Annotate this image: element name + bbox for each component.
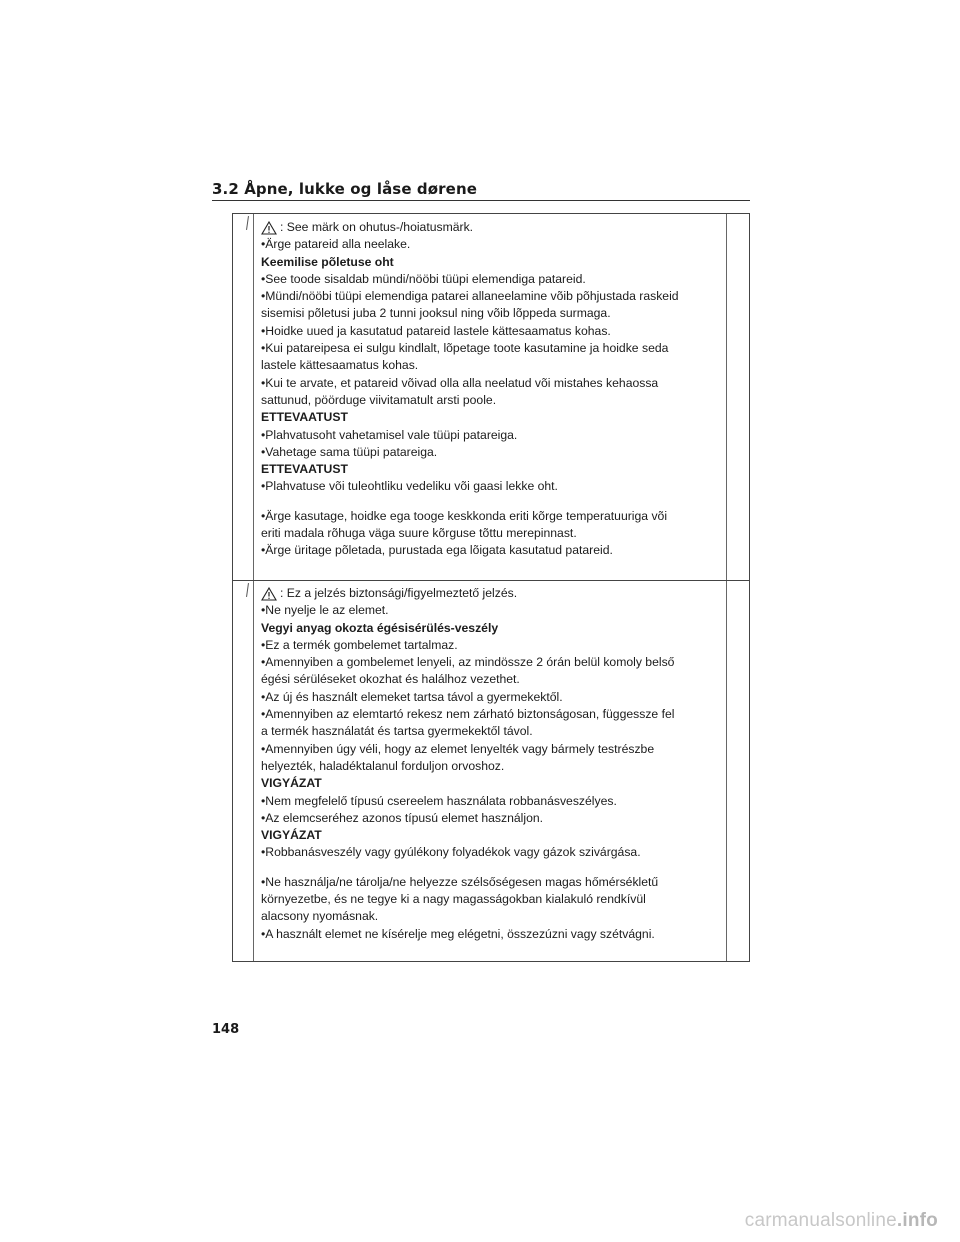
hungarian-warning-symbol-text: : Ez a jelzés biztonsági/figyelmeztető jelzés. bbox=[280, 586, 518, 600]
warning-heading: ETTEVAATUST bbox=[261, 410, 348, 425]
warning-triangle-icon bbox=[261, 221, 277, 235]
warning-line: •Az elemcseréhez azonos típusú elemet használjon. bbox=[261, 810, 544, 825]
warning-line: •See toode sisaldab mündi/nööbi tüüpi elemendiga patareid. bbox=[261, 271, 586, 286]
warning-triangle-icon bbox=[261, 587, 277, 601]
estonian-warning-text bbox=[261, 219, 721, 560]
warning-line: •Mündi/nööbi tüüpi elemendiga patarei allaneelamine võib põhjustada raskeid bbox=[261, 289, 679, 304]
warning-heading: ETTEVAATUST bbox=[261, 462, 348, 477]
estonian-warning-symbol-text: : See märk on ohutus-/hoiatusmärk. bbox=[280, 220, 474, 234]
warning-heading: VIGYÁZAT bbox=[261, 776, 322, 791]
warning-line: •Ez a termék gombelemet tartalmaz. bbox=[261, 637, 458, 652]
warning-line: •Amennyiben az elemtartó rekesz nem zárható biztonságosan, függessze fel bbox=[261, 707, 675, 722]
warning-line: •Az új és használt elemeket tartsa távol a gyermekektől. bbox=[261, 689, 563, 704]
watermark-prefix: carmanualsonline bbox=[744, 1210, 897, 1231]
warning-line: •Ärge üritage põletada, purustada ega lõigata kasutatud patareid. bbox=[261, 543, 613, 558]
paragraph-gap bbox=[261, 862, 721, 874]
warning-line: eriti madala rõhuga väga suure kõrguse tõttu merepinnast. bbox=[261, 526, 577, 541]
hungarian-warning-box bbox=[232, 580, 750, 962]
warning-line: •Kui patareipesa ei sulgu kindlalt, lõpetage toote kasutamine ja hoidke seda bbox=[261, 341, 669, 356]
estonian-warning-symbol-line bbox=[261, 219, 721, 236]
warning-line: a termék használatát és tartsa gyermekektől távol. bbox=[261, 724, 533, 739]
paragraph-gap bbox=[261, 496, 721, 508]
warning-line: •A használt elemet ne kísérelje meg elégetni, összezúzni vagy szétvágni. bbox=[261, 926, 655, 941]
warning-line: •Vahetage sama tüüpi patareiga. bbox=[261, 444, 438, 459]
box-corner-mark bbox=[246, 583, 249, 597]
warning-line: •Nem megfelelő típusú csereelem használata robbanásveszélyes. bbox=[261, 793, 617, 808]
warning-line: égési sérüléseket okozhat és halálhoz vezethet. bbox=[261, 672, 520, 687]
warning-heading: Keemilise põletuse oht bbox=[261, 254, 394, 269]
watermark bbox=[745, 1210, 938, 1232]
warning-line: lastele kättesaamatus kohas. bbox=[261, 358, 419, 373]
box-inner-left-line bbox=[253, 214, 254, 581]
warning-line: •Amennyiben úgy véli, hogy az elemet lenyelték vagy bármely testrészbe bbox=[261, 741, 655, 756]
box-corner-mark bbox=[246, 216, 249, 230]
warning-line: •Kui te arvate, et patareid võivad olla alla neelatud või mistahes kehaossa bbox=[261, 375, 659, 390]
hungarian-warning-symbol-line bbox=[261, 585, 721, 602]
warning-heading: Vegyi anyag okozta égésisérülés-veszély bbox=[261, 620, 499, 635]
warning-line: •Plahvatusoht vahetamisel vale tüüpi patareiga. bbox=[261, 427, 518, 442]
warning-line: alacsony nyomásnak. bbox=[261, 909, 379, 924]
box-inner-right-line bbox=[726, 214, 727, 581]
warning-line: •Ärge kasutage, hoidke ega tooge keskkonda eriti kõrge temperatuuriga või bbox=[261, 508, 668, 523]
box-inner-right-line bbox=[726, 581, 727, 961]
warning-line: helyezték, haladéktalanul forduljon orvoshoz. bbox=[261, 758, 505, 773]
hungarian-warning-text bbox=[261, 585, 721, 943]
warning-line: •Plahvatuse või tuleohtliku vedeliku või gaasi lekke oht. bbox=[261, 479, 558, 494]
estonian-warning-box bbox=[232, 213, 750, 582]
warning-line: •Amennyiben a gombelemet lenyeli, az mindössze 2 órán belül komoly belső bbox=[261, 655, 675, 670]
warning-line: sisemisi põletusi juba 2 tunni jooksul ning võib lõppeda surmaga. bbox=[261, 306, 611, 321]
warning-line: •Ärge patareid alla neelake. bbox=[261, 237, 411, 252]
section-title: 3.2 Åpne, lukke og låse dørene bbox=[212, 180, 477, 198]
warning-heading: VIGYÁZAT bbox=[261, 828, 322, 843]
page-number: 148 bbox=[212, 1022, 240, 1037]
warning-line: környezetbe, és ne tegye ki a nagy magasságokban kialakuló rendkívül bbox=[261, 892, 646, 907]
warning-line: •Ne nyelje le az elemet. bbox=[261, 603, 389, 618]
title-divider bbox=[212, 200, 750, 201]
warning-line: •Ne használja/ne tárolja/ne helyezze szélsőségesen magas hőmérsékletű bbox=[261, 874, 659, 889]
warning-line: •Robbanásveszély vagy gyúlékony folyadékok vagy gázok szivárgása. bbox=[261, 845, 641, 860]
box-inner-left-line bbox=[253, 581, 254, 961]
warning-line: sattunud, pöörduge viivitamatult arsti poole. bbox=[261, 392, 497, 407]
watermark-suffix: .info bbox=[896, 1210, 938, 1231]
warning-line: •Hoidke uued ja kasutatud patareid lastele kättesaamatus kohas. bbox=[261, 323, 611, 338]
